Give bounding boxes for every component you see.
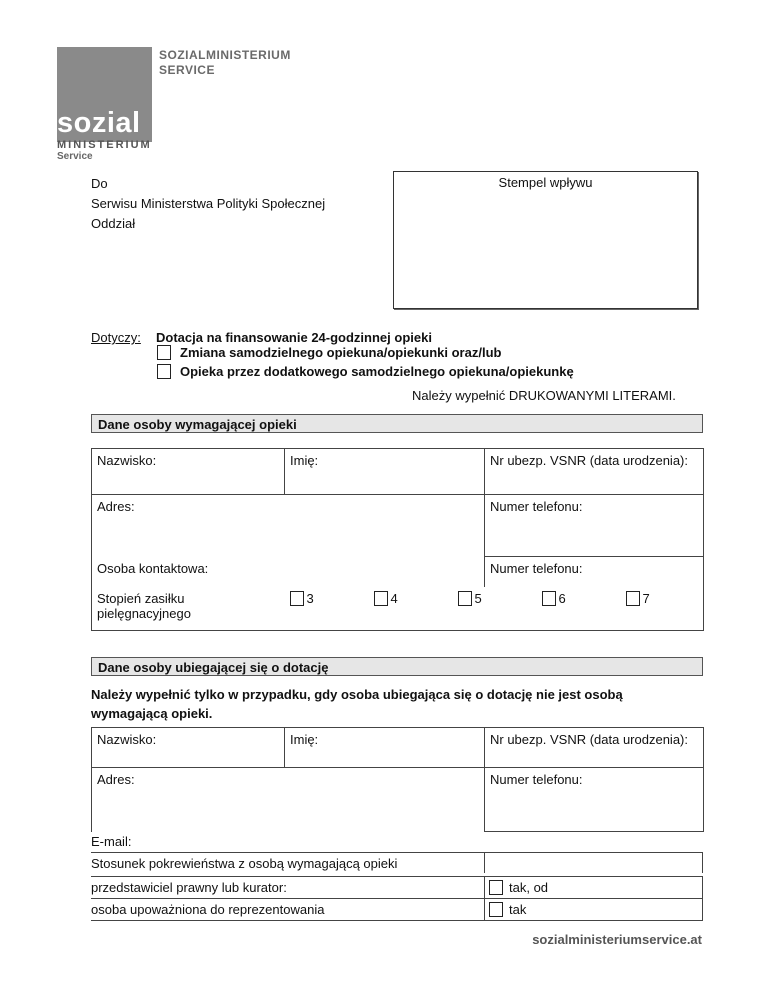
phone-field[interactable] <box>485 495 704 557</box>
legal-rep-row <box>91 876 703 898</box>
care-level-label: Stopień zasiłku <box>97 590 185 606</box>
recipient-line: Serwisu Ministerstwa Polityki Społecznej <box>91 196 326 211</box>
option-change-caregiver <box>157 345 501 360</box>
relationship-label: Stosunek pokrewieństwa z osobą wymagającą opieki <box>91 856 398 871</box>
relationship-field[interactable] <box>484 852 703 873</box>
firstname-label: Imię: <box>290 453 319 468</box>
surname-label: Nazwisko: <box>97 453 157 468</box>
care-level-value: 4 <box>390 590 398 606</box>
applicant-phone-field[interactable] <box>485 768 704 832</box>
option-label: Opieka przez dodatkowego samodzielnego opiekuna/opiekunkę <box>180 364 574 379</box>
care-level-label-2: pielęgnacyjnego <box>97 605 191 621</box>
care-level-3[interactable] <box>290 591 374 606</box>
relationship-row[interactable] <box>91 852 703 874</box>
email-row[interactable] <box>91 831 703 852</box>
phone-label: Numer telefonu: <box>490 772 583 787</box>
vsnr-field[interactable] <box>485 449 704 495</box>
concerning-label: Dotyczy: <box>91 330 141 345</box>
contact-phone-field[interactable] <box>485 557 704 587</box>
vsnr-label: Nr ubezp. VSNR (data urodzenia): <box>490 732 688 747</box>
authorized-option[interactable] <box>484 899 703 920</box>
surname-label: Nazwisko: <box>97 732 157 747</box>
care-level-value: 7 <box>642 590 650 606</box>
contact-person-field[interactable] <box>92 557 485 587</box>
authorized-label: osoba upoważniona do reprezentowania <box>91 902 325 917</box>
address-label: Adres: <box>97 499 135 514</box>
care-level-6[interactable] <box>542 591 626 606</box>
applicant-address-field[interactable] <box>92 768 485 832</box>
care-level-value: 5 <box>474 590 482 606</box>
checkbox[interactable] <box>626 591 640 606</box>
care-level-4[interactable] <box>374 591 458 606</box>
section-heading-applicant: Dane osoby ubiegającej się o dotację <box>91 657 703 676</box>
checkbox[interactable] <box>458 591 472 606</box>
stamp-label: Stempel wpływu <box>498 175 593 190</box>
logo-wordmark: sozial <box>57 107 141 139</box>
applicant-note: Należy wypełnić tylko w przypadku, gdy osoba ubiegająca się o dotację nie jest osobą wymagającą opieki. <box>91 687 623 721</box>
logo-brand-text <box>159 48 291 78</box>
checkbox[interactable] <box>542 591 556 606</box>
care-level-7[interactable] <box>626 591 650 606</box>
care-level-label-cell <box>92 587 285 631</box>
surname-field[interactable] <box>92 449 285 495</box>
logo-brand-line1: SOZIALMINISTERIUM <box>159 48 291 62</box>
authorized-row <box>91 898 703 921</box>
authorized-option-label: tak <box>509 902 527 917</box>
applicant-table <box>91 727 704 832</box>
applicant-surname-field[interactable] <box>92 728 285 768</box>
logo-ministerium: MINISTERIUM <box>57 139 152 151</box>
address-field[interactable] <box>92 495 485 557</box>
care-level-value: 6 <box>558 590 566 606</box>
firstname-label: Imię: <box>290 732 319 747</box>
applicant-firstname-field[interactable] <box>285 728 485 768</box>
section-heading-care-recipient: Dane osoby wymagającej opieki <box>91 414 703 433</box>
option-label: Zmiana samodzielnego opiekuna/opiekunki oraz/lub <box>180 345 502 360</box>
footer-url: sozialministeriumservice.at <box>532 932 702 947</box>
firstname-field[interactable] <box>285 449 485 495</box>
recipient-line: Do <box>91 176 108 191</box>
option-additional-caregiver <box>157 364 574 379</box>
checkbox[interactable] <box>374 591 388 606</box>
logo-brand-line2: SERVICE <box>159 63 215 77</box>
recipient-address <box>91 174 325 234</box>
email-label: E-mail: <box>91 834 132 849</box>
checkbox[interactable] <box>489 880 503 895</box>
concerning-title: Dotacja na finansowanie 24-godzinnej opieki <box>156 330 432 345</box>
care-level-options <box>285 587 704 631</box>
checkbox[interactable] <box>290 591 304 606</box>
contact-phone-label: Numer telefonu: <box>490 561 583 576</box>
checkbox[interactable] <box>157 364 171 379</box>
care-recipient-table <box>91 448 704 631</box>
legal-rep-option-label: tak, od <box>509 880 549 895</box>
legal-rep-label: przedstawiciel prawny lub kurator: <box>91 880 287 895</box>
care-level-value: 3 <box>306 590 314 606</box>
applicant-vsnr-field[interactable] <box>485 728 704 768</box>
contact-person-label: Osoba kontaktowa: <box>97 560 209 576</box>
logo-service: Service <box>57 151 93 162</box>
recipient-line: Oddział <box>91 216 136 231</box>
vsnr-label: Nr ubezp. VSNR (data urodzenia): <box>490 453 688 468</box>
care-level-5[interactable] <box>458 591 542 606</box>
phone-label: Numer telefonu: <box>490 499 583 514</box>
checkbox[interactable] <box>157 345 171 360</box>
legal-rep-option[interactable] <box>484 877 703 898</box>
block-letters-note: Należy wypełnić DRUKOWANYMI LITERAMI. <box>412 388 676 403</box>
address-label: Adres: <box>97 772 135 787</box>
checkbox[interactable] <box>489 902 503 917</box>
receipt-stamp-box[interactable] <box>393 171 698 309</box>
